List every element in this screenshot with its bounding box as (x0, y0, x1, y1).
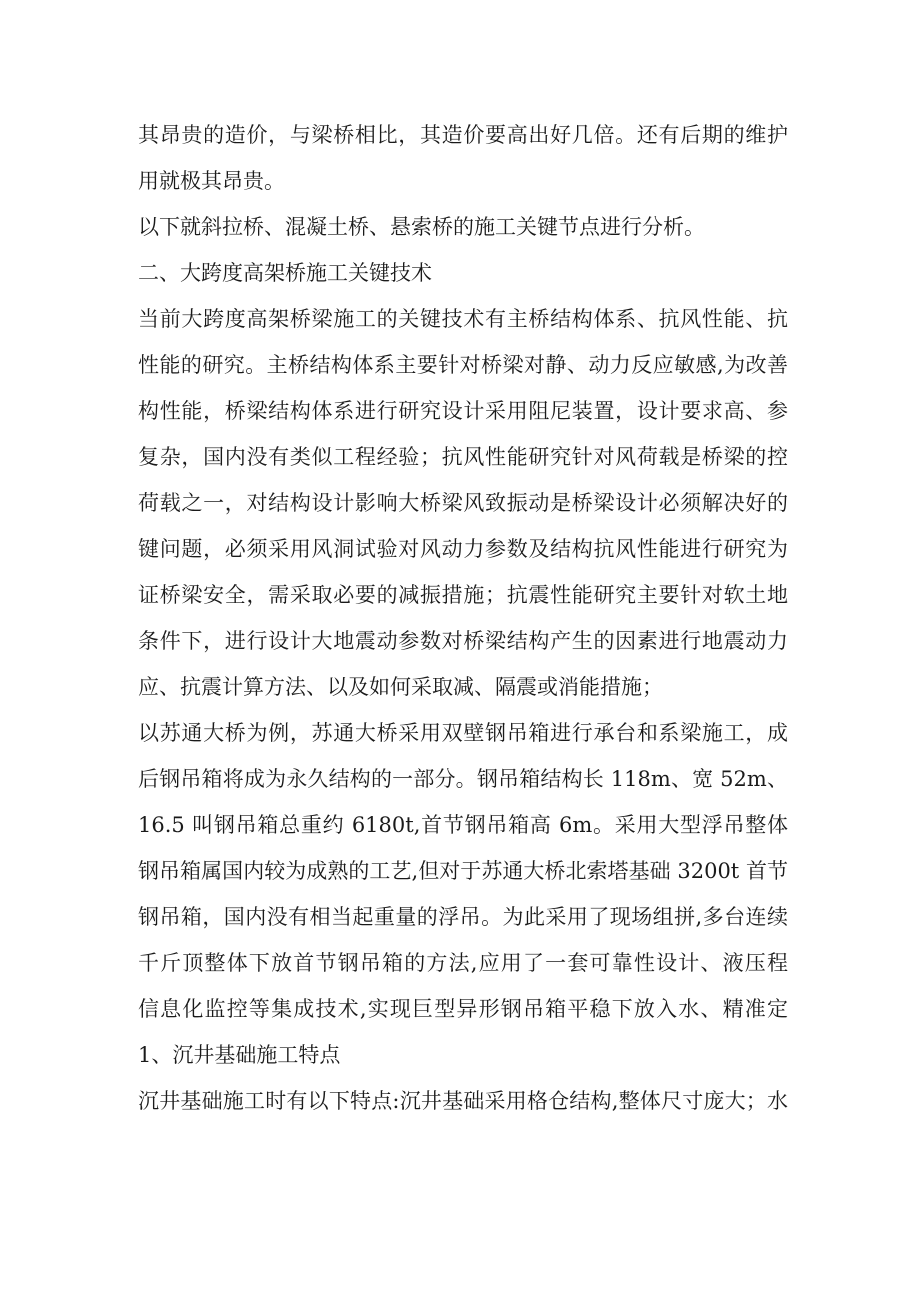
paragraph-line: 16.5 叫钢吊箱总重约 6180t,首节钢吊箱高 6m。采用大型浮吊整体 (138, 813, 788, 837)
paragraph-line: 用就极其昂贵。 (138, 169, 285, 193)
paragraph-line: 以下就斜拉桥、混凝土桥、悬索桥的施工关键节点进行分析。 (138, 215, 705, 239)
paragraph-line: 应、抗震计算方法、以及如何采取减、隔震或消能措施； (138, 675, 663, 699)
document-body (138, 112, 788, 1124)
paragraph-line: 性能的研究。主桥结构体系主要针对桥梁对静、动力反应敏感,为改善 (138, 353, 788, 377)
paragraph-line: 后钢吊箱将成为永久结构的一部分。钢吊箱结构长 118m、宽 52m、 (138, 767, 788, 791)
subsection-heading: 1、沉井基础施工特点 (138, 1043, 341, 1067)
paragraph-line: 千斤顶整体下放首节钢吊箱的方法,应用了一套可靠性设计、液压程 (138, 951, 788, 975)
paragraph-line: 钢吊箱属国内较为成熟的工艺,但对于苏通大桥北索塔基础 3200t 首节 (138, 859, 788, 883)
paragraph-line: 复杂，国内没有类似工程经验；抗风性能研究针对风荷载是桥梁的控 (138, 445, 788, 469)
paragraph-line: 以苏通大桥为例，苏通大桥采用双壁钢吊箱进行承台和系梁施工，成 (138, 721, 788, 745)
paragraph-line: 信息化监控等集成技术,实现巨型异形钢吊箱平稳下放入水、精准定 (138, 997, 788, 1021)
paragraph-line: 构性能，桥梁结构体系进行研究设计采用阻尼装置，设计要求高、参 (138, 399, 788, 423)
paragraph-line: 键问题，必须采用风洞试验对风动力参数及结构抗风性能进行研究为 (138, 537, 788, 561)
paragraph-line: 荷载之一，对结构设计影响大桥梁风致振动是桥梁设计必须解决好的 (138, 491, 788, 515)
paragraph-line: 其昂贵的造价，与梁桥相比，其造价要高出好几倍。还有后期的维护 (138, 123, 788, 147)
paragraph-line: 条件下，进行设计大地震动参数对桥梁结构产生的因素进行地震动力 (138, 629, 788, 653)
paragraph-line: 当前大跨度高架桥梁施工的关键技术有主桥结构体系、抗风性能、抗 (138, 307, 788, 331)
section-heading: 二、大跨度高架桥施工关键技术 (138, 261, 432, 285)
paragraph-line: 沉井基础施工时有以下特点:沉井基础采用格仓结构,整体尺寸庞大；水 (138, 1089, 788, 1113)
paragraph-line: 钢吊箱，国内没有相当起重量的浮吊。为此采用了现场组拼,多台连续 (138, 905, 788, 929)
paragraph-line: 证桥梁安全，需采取必要的减振措施；抗震性能研究主要针对软土地 (138, 583, 788, 607)
